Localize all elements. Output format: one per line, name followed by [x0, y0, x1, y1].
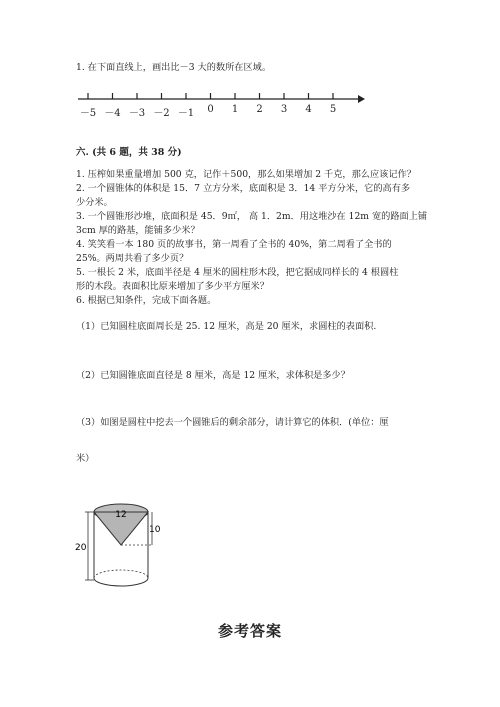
diameter-label: 12 [115, 510, 127, 520]
number-line-tick-label: －2 [153, 108, 170, 119]
problem-line: 5. 一根长 2 米，底面半径是 4 厘米的圆柱形木段，把它据成同样长的 4 根圆柱 [76, 267, 399, 278]
section-title: 六. (共 6 题，共 38 分) [76, 147, 182, 158]
cylinder-cone-figure [74, 498, 174, 592]
sub-question-1: （1）已知圆柱底面周长是 25. 12 厘米，高是 20 厘米，求圆柱的表面积. [76, 321, 377, 332]
sub-question-3-line2: 米） [76, 453, 95, 464]
number-line-tick-label: －4 [104, 108, 121, 119]
number-line-tick-label: 4 [305, 104, 312, 115]
problem-line: 4. 笑笑看一本 180 页的故事书，第一周看了全书的 40%，第二周看了全书的 [76, 239, 392, 250]
number-line-tick-label: －5 [79, 108, 97, 119]
question-1-text: 1. 在下面直线上，画出比－3 大的数所在区域。 [76, 62, 272, 73]
problem-line: 6. 根据已知条件，完成下面各题。 [76, 295, 217, 306]
cylinder-bottom-back [94, 570, 148, 578]
answer-title: 参考答案 [217, 622, 282, 640]
number-line-tick-label: 2 [256, 104, 263, 115]
sub-question-3-line1: （3）如图是圆柱中挖去一个圆锥后的剩余部分，请计算它的体积．(单位：厘 [76, 417, 389, 428]
number-line-tick-label: 5 [329, 104, 337, 115]
cylinder-height-label: 20 [75, 543, 87, 553]
number-line-tick-label: 3 [280, 104, 288, 115]
problem-line: 3cm 厚的路基，能铺多少米？ [76, 225, 200, 236]
problem-line: 2. 一个圆锥体的体积是 15．7 立方分米，底面积是 3．14 平方分米，它的高有多 [76, 183, 411, 194]
number-line-arrow [358, 95, 365, 103]
number-line-tick-label: 1 [231, 104, 239, 115]
cone-height-label: 10 [149, 525, 161, 535]
number-line-tick-label: －3 [128, 108, 146, 119]
number-line-tick-label: －1 [177, 108, 195, 119]
number-line-tick-label: 0 [207, 104, 214, 115]
problem-line: 形的木段。表面积比原来增加了多少平方厘米？ [76, 281, 269, 292]
sub-question-2: （2）已知圆锥底面直径是 8 厘米，高是 12 厘米，求体积是多少？ [76, 370, 350, 381]
problem-line: 3. 一个圆锥形沙堆，底面积是 45．9㎡， 高 1．2m．用这堆沙在 12m 宽的路面上铺 [76, 211, 428, 222]
problem-line: 少分米。 [76, 197, 113, 208]
cylinder-bottom-front [94, 578, 148, 586]
problem-line: 1. 压榨如果重量增加 500 克，记作＋500，那么如果增加 2 千克，那么应该记作？ [76, 169, 416, 180]
problem-line: 25%。两周共看了多少页？ [76, 253, 189, 264]
